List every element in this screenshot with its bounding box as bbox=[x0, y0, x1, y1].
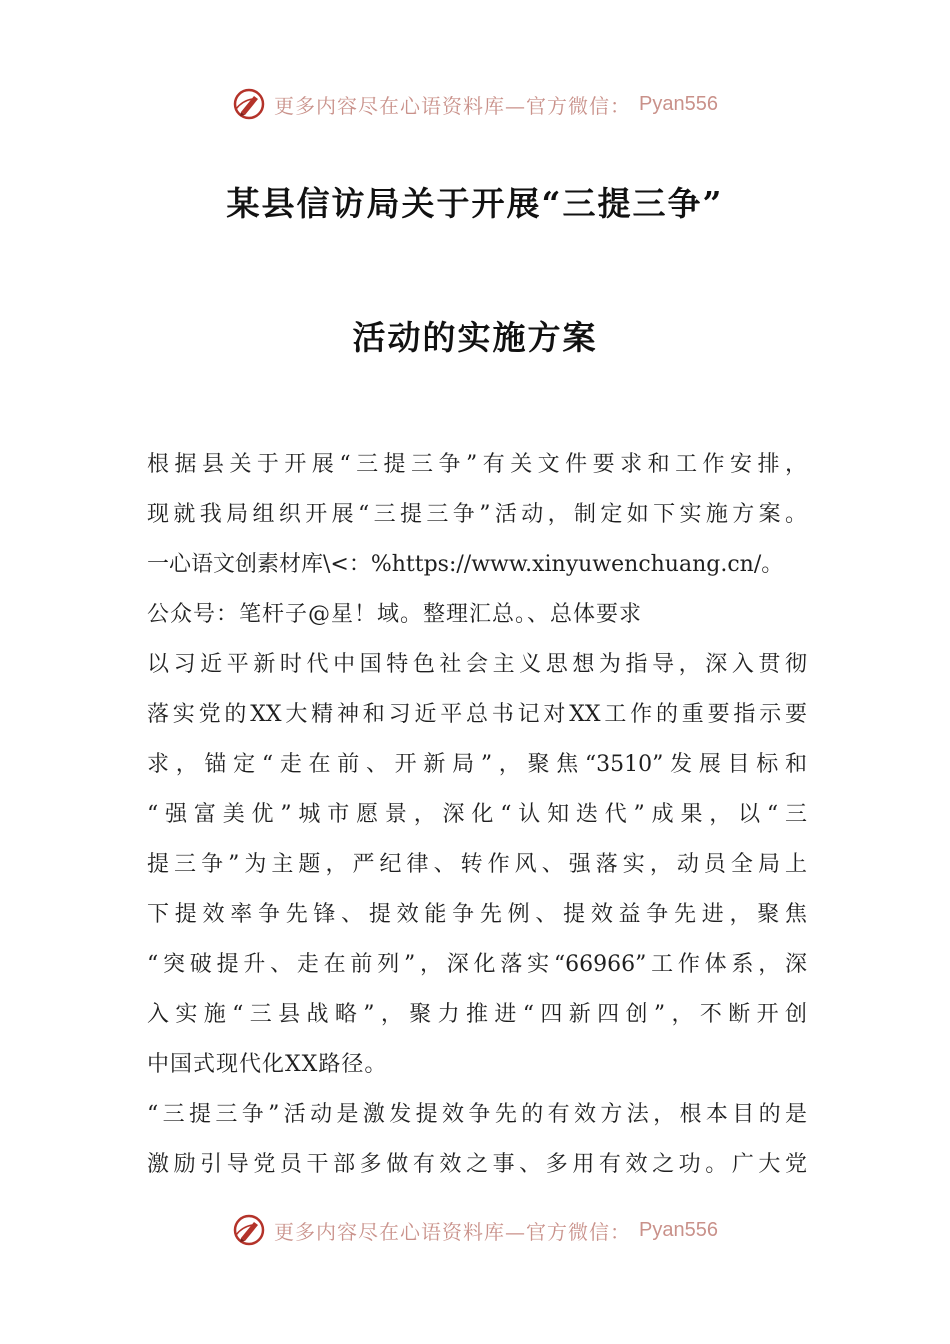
body-line: 公众号：笔杆子@星！域。整理汇总。、总体要求 bbox=[147, 602, 643, 627]
body-line: “强富美优”城市愿景，深化“认知迭代”成果，以“三 bbox=[147, 802, 807, 827]
body-line: 入实施“三县战略”，聚力推进“四新四创”，不断开创 bbox=[147, 1002, 807, 1027]
body-line: 中国式现代化XX路径。 bbox=[147, 1052, 388, 1077]
body-line: “三提三争”活动是激发提效争先的有效方法，根本目的是 bbox=[147, 1102, 807, 1127]
body-line: 激励引导党员干部多做有效之事、多用有效之功。广大党 bbox=[147, 1152, 807, 1177]
header-wechat-id: Pyan556 bbox=[639, 92, 718, 115]
body-line: 落实党的XX大精神和习近平总书记对XX工作的重要指示要 bbox=[147, 702, 807, 727]
document-title-line-1: 某县信访局关于开展“三提三争” bbox=[226, 184, 724, 223]
body-line: 提三争”为主题，严纪律、转作风、强落实，动员全局上 bbox=[147, 852, 807, 877]
body-line: “突破提升、走在前列”，深化落实“66966”工作体系，深 bbox=[147, 952, 807, 977]
pen-logo-icon bbox=[232, 1213, 266, 1247]
body-line: 以习近平新时代中国特色社会主义思想为指导，深入贯彻 bbox=[147, 652, 807, 677]
header-banner[interactable] bbox=[0, 84, 950, 124]
body-line: 现就我局组织开展“三提三争”活动，制定如下实施方案。 bbox=[147, 502, 807, 527]
body-line: 根据县关于开展“三提三争”有关文件要求和工作安排， bbox=[147, 452, 807, 477]
header-banner-text: 更多内容尽在心语资料库—官方微信： bbox=[274, 93, 632, 118]
footer-banner-text: 更多内容尽在心语资料库—官方微信： bbox=[274, 1219, 632, 1244]
footer-banner[interactable] bbox=[0, 1210, 950, 1250]
body-line: 一心语文创素材库\<：%https://www.xinyuwenchuang.cn/。 bbox=[147, 552, 784, 577]
body-line: 求，锚定“走在前、开新局”，聚焦“3510”发展目标和 bbox=[147, 752, 807, 777]
footer-wechat-id: Pyan556 bbox=[639, 1218, 718, 1241]
body-line: 下提效率争先锋、提效能争先例、提效益争先进，聚焦 bbox=[147, 902, 807, 927]
pen-logo-icon bbox=[232, 87, 266, 121]
document-body bbox=[147, 443, 807, 1193]
document-title-line-2: 活动的实施方案 bbox=[352, 318, 598, 357]
